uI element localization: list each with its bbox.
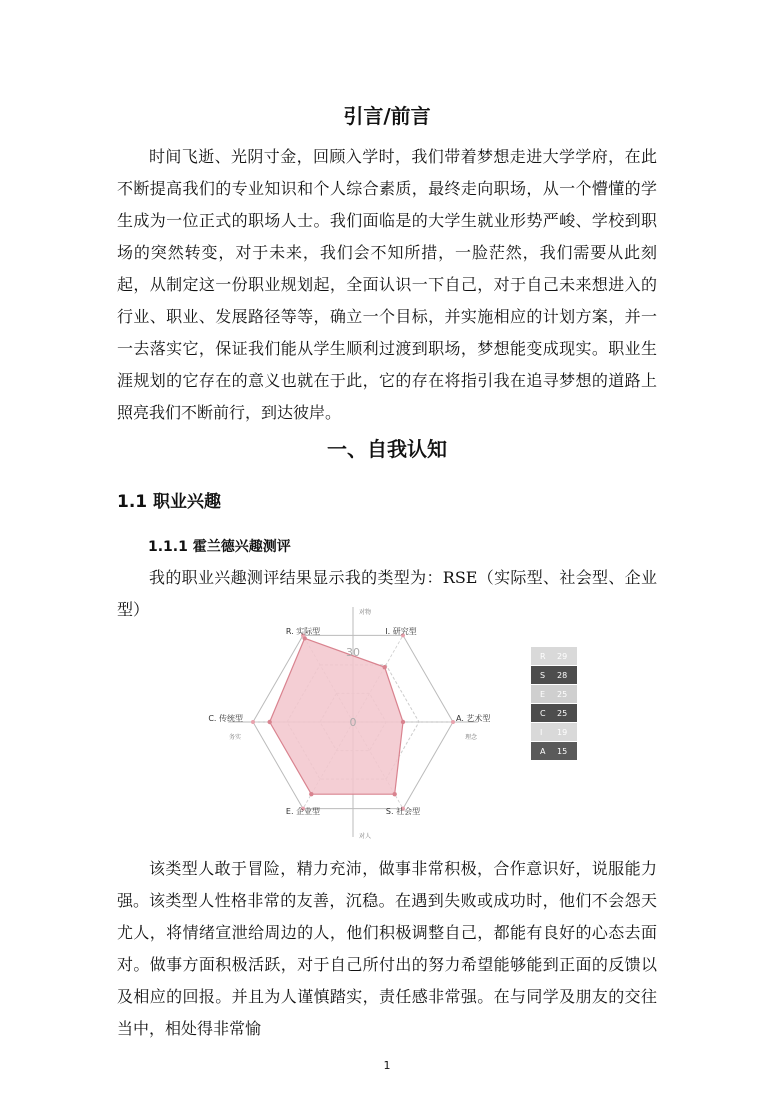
radar-svg [208,605,595,850]
data-point-2 [401,720,405,724]
axis-end-label-bottom: 对人 [359,833,372,840]
holland-radar-chart [208,605,595,850]
score-value-C: 25 [557,709,568,718]
subsection-heading: 1.1.1 霍兰德兴趣测评 [148,539,291,555]
preface-paragraph: 时间飞逝、光阴寸金，回顾入学时，我们带着梦想走进大学学府，在此不断提高我们的专业知识和个人综合素质，最终走向职场，从一个懵懂的学生成为一位正式的职场人士。我们面临是的大学生就业形势严峻、学校到职场的突然转变，对于未来，我们会不知所措，一脸茫然，我们需要从此刻起，从制定这一份职业规划起，全面认识一下自己，对于自己未来想进入的行业、职业、发展路径等等，确立一个目标，并实施相应的计划方案，并一一去落实它，保证我们能从学生顺利过渡到职场，梦想能变成现实。职业生涯规划的它存在的意义也就在于此，它的存在将指引我在追寻梦想的道路上照亮我们不断前行，到达彼岸。 [117,147,657,422]
vertex-marker-2 [451,720,455,724]
score-value-I: 19 [557,728,568,737]
preface-title: 引言/前言 [343,104,431,128]
score-code-C: C [540,709,546,718]
data-point-3 [392,792,396,796]
axis-label-1: I. 研究型 [385,627,417,636]
section-heading: 1.1 职业兴趣 [117,492,222,512]
chapter-title: 一、自我认知 [327,437,447,461]
axis-label-4: E. 企业型 [285,807,321,816]
score-value-S: 28 [557,671,568,680]
score-code-S: S [540,671,546,680]
data-point-1 [382,665,386,669]
data-polygon [270,638,403,794]
score-code-A: A [540,747,546,756]
score-cell-A [531,742,577,760]
axis-label-5: C. 传统型 [208,714,243,723]
axis-end-label-right: 理念 [464,734,478,741]
score-code-R: R [540,652,546,661]
score-cell-I [531,723,577,741]
axis-label-3: S. 社会型 [385,807,421,816]
score-code-I: I [540,728,543,737]
result-line: 我的职业兴趣测评结果显示我的类型为：RSE（实际型、社会型、企业型） [117,568,657,619]
type-paragraph-1: 该类型人敢于冒险，精力充沛，做事非常积极，合作意识好，说服能力强。 [117,859,657,910]
score-cell-E [531,685,577,703]
score-value-E: 25 [557,690,568,699]
axis-label-2: A. 艺术型 [456,714,491,723]
score-cell-C [531,704,577,722]
type-paragraph-2: 该类型人性格非常的友善，沉稳。在遇到失败或成功时，他们不会怨天尤人，将情绪宣泄给周边的人，他们积极调整自己，都能有良好的心态去面对。做事方面积极活跃，对于自己所付出的努力希望能够能到正面的反馈以及相应的回报。并且为人谨慎踏实，责任感非常强。在与同学及朋友的交往当中，相处得非常愉 [117,891,657,1038]
tick-label-max: 30 [346,646,360,659]
score-cell-R [531,647,577,665]
vertex-marker-5 [251,720,255,724]
page-number: 1 [383,1059,391,1072]
score-code-E: E [540,690,546,699]
tick-label-min: 0 [349,716,357,729]
axis-end-label-top: 对物 [359,609,372,616]
score-value-A: 15 [557,747,568,756]
axis-end-label-left: 务实 [228,734,242,741]
data-point-5 [267,720,271,724]
axis-label-0: R. 实际型 [285,627,321,636]
score-cell-S [531,666,577,684]
data-point-4 [309,792,313,796]
score-value-R: 29 [557,652,568,661]
